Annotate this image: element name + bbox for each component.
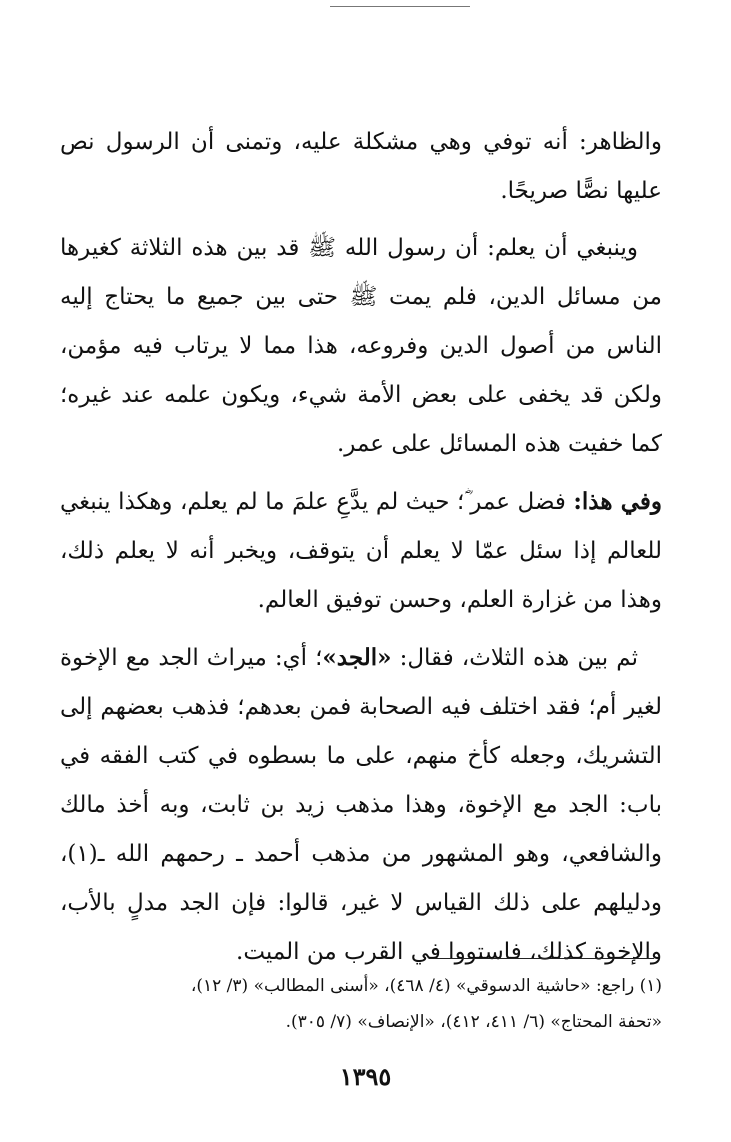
main-text: [60, 118, 662, 985]
paragraph-4-before: ثم بين هذه الثلاث، فقال:: [391, 645, 638, 671]
header-rule: [330, 6, 470, 7]
paragraph-2: وينبغي أن يعلم: أن رسول الله ﷺ قد بين هذه الثلاثة كغيرها من مسائل الدين، فلم يمت ﷺ حتى بين جميع ما يحتاج إليه الناس من أصول الدين وفروعه، هذا مما لا يرتاب فيه مؤمن، ولكن قد يخفى على بعض الأمة شيء، ويكون علمه عند غيره؛ كما خفيت هذه المسائل على عمر.: [60, 235, 662, 457]
paragraph-3-body: فضل عمر ؓ؛ حيث لم يدَّعِ علمَ ما لم يعلم، وهكذا ينبغي للعالم إذا سئل عمّا لا يعلم أن يتوقف، ويخبر أنه لا يعلم ذلك، وهذا من غزارة العلم، وحسن توفيق العالم.: [60, 489, 662, 613]
footnote-separator: [430, 958, 654, 959]
paragraph-4-after: ؛ أي: ميراث الجد مع الإخوة لغير أم؛ فقد اختلف فيه الصحابة فمن بعدهم؛ فذهب بعضهم إلى التشريك، وجعله كأخ منهم، على ما بسطوه في كتب الفقه في باب: الجد مع الإخوة، وهذا مذهب زيد بن ثابت، وبه أخذ مالك والشافعي، وهو المشهور من مذهب أحمد ـ رحمهم الله ـ(١)، ودليلهم على ذلك القياس لا غير، قالوا: فإن الجد مدلٍ بالأب، والإخوة كذلك، فاستووا في القرب من الميت.: [60, 645, 662, 965]
footnote-line-1: (١) راجع: «حاشية الدسوقي» (٤/ ٤٦٨)، «أسنى المطالب» (٣/ ١٢)،: [190, 976, 662, 996]
page-number: ١٣٩٥: [339, 1062, 392, 1091]
paragraph-1: والظاهر: أنه توفي وهي مشكلة عليه، وتمنى أن الرسول نص عليها نصًّا صريحًا.: [60, 129, 662, 204]
paragraph-3-lead: وفي هذا:: [573, 488, 662, 515]
footnotes: [60, 968, 662, 1040]
paragraph-3: [60, 477, 662, 625]
paragraph-4-term: «الجد»: [322, 644, 392, 671]
paragraph-4: [60, 633, 662, 977]
footnote-line-2: «تحفة المحتاج» (٦/ ٤١١، ٤١٢)، «الإنصاف» (٧/ ٣٠٥).: [285, 1012, 662, 1032]
